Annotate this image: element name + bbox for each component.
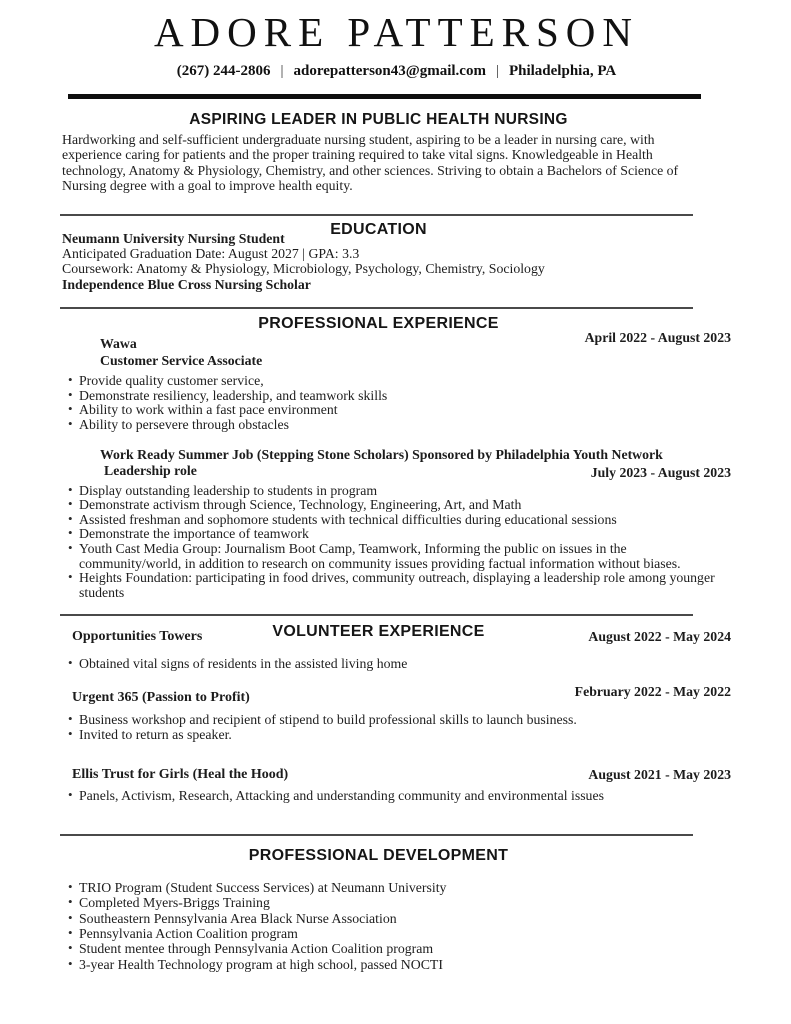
education-coursework: Coursework: Anatomy & Physiology, Microbiology, Psychology, Chemistry, Sociology — [62, 261, 545, 277]
volunteer-dates: August 2021 - May 2023 — [588, 767, 731, 783]
bullet-item: • Youth Cast Media Group: Journalism Boot Camp, Teamwork, Informing the public on issues in the community/world, in addition to research on community issues providing factual information without biases. — [62, 542, 731, 571]
contact-email: adorepatterson43@gmail.com — [293, 63, 486, 79]
bullet-item: • Business workshop and recipient of stipend to build professional skills to launch business. — [62, 713, 731, 728]
resume-header — [62, 8, 731, 99]
header-divider — [68, 94, 701, 99]
bullet-item: • Assisted freshman and sophomore students with technical difficulties during educational sessions — [62, 513, 731, 528]
contact-separator: | — [280, 63, 284, 79]
education-school: Neumann University Nursing Student — [62, 230, 285, 246]
bullet-item: • Student mentee through Pennsylvania Action Coalition program — [62, 941, 731, 956]
job-company: Work Ready Summer Job (Stepping Stone Scholars) Sponsored by Philadelphia Youth Network — [100, 446, 663, 462]
bullet-item: • Completed Myers-Briggs Training — [62, 895, 731, 910]
bullet-item: • Ability to work within a fast pace environment — [62, 403, 731, 418]
bullet-item: • Panels, Activism, Research, Attacking and understanding community and environmental issues — [62, 789, 731, 804]
bullet-item: • Invited to return as speaker. — [62, 728, 731, 743]
section-divider — [60, 214, 693, 216]
volunteer-heading-row — [62, 622, 731, 648]
education-graduation: Anticipated Graduation Date: August 2027 | GPA: 3.3 — [62, 246, 360, 262]
volunteer-dates: August 2022 - May 2024 — [588, 629, 731, 645]
experience-section — [62, 307, 731, 600]
experience-job-work-ready — [62, 447, 731, 601]
job-bullet-list — [62, 374, 731, 432]
education-details — [62, 231, 731, 293]
experience-job-wawa — [62, 330, 731, 433]
volunteer-entry-ellis-trust — [62, 766, 731, 804]
volunteer-dates: February 2022 - May 2022 — [574, 683, 731, 699]
development-heading-row — [62, 846, 695, 866]
job-role: Leadership role — [104, 463, 197, 479]
development-section — [62, 834, 731, 972]
section-divider — [60, 307, 693, 309]
experience-heading: PROFESSIONAL EXPERIENCE — [258, 315, 499, 333]
development-heading: PROFESSIONAL DEVELOPMENT — [248, 846, 509, 864]
volunteer-bullet-list — [62, 657, 731, 672]
volunteer-bullet-list — [62, 713, 731, 742]
education-section — [62, 214, 731, 293]
job-company: Wawa — [100, 336, 137, 352]
summary-paragraph: Hardworking and self-sufficient undergraduate nursing student, aspiring to be a leader in nursing care, with experience caring for patients and the proper training required to take vital signs. Knowledgeable in Health technology, Anatomy & Physiology, Chemistry, and other sciences. Striving to obtain a Bachelors of Science of Nursing degree with a goal to improve health equity. — [62, 132, 679, 194]
bullet-item: • Obtained vital signs of residents in the assisted living home — [62, 657, 731, 672]
contact-line — [62, 62, 731, 80]
volunteer-org: Opportunities Towers — [72, 629, 203, 645]
job-bullet-list — [62, 484, 731, 601]
job-dates: July 2023 - August 2023 — [590, 464, 731, 480]
bullet-item: • Display outstanding leadership to students in program — [62, 484, 731, 499]
volunteer-bullet-list — [62, 789, 731, 804]
section-divider — [60, 614, 693, 616]
contact-location: Philadelphia, PA — [508, 63, 617, 79]
education-heading: EDUCATION — [330, 220, 427, 238]
job-role: Customer Service Associate — [100, 352, 263, 368]
bullet-item: • Ability to persevere through obstacles — [62, 418, 731, 433]
bullet-item: • Heights Foundation: participating in food drives, community outreach, displaying a leadership role among younger students — [62, 571, 731, 600]
bullet-item: • Demonstrate activism through Science, Technology, Engineering, Art, and Math — [62, 498, 731, 513]
bullet-item: • Provide quality customer service, — [62, 374, 731, 389]
bullet-item: • Demonstrate resiliency, leadership, and teamwork skills — [62, 389, 731, 404]
volunteer-entry-urgent365 — [62, 683, 731, 742]
summary-headline: ASPIRING LEADER IN PUBLIC HEALTH NURSING — [189, 111, 568, 128]
job-dates: April 2022 - August 2023 — [584, 330, 731, 346]
section-divider — [60, 834, 693, 836]
education-honor: Independence Blue Cross Nursing Scholar — [62, 276, 311, 292]
bullet-item: • Southeastern Pennsylvania Area Black Nurse Association — [62, 911, 731, 926]
bullet-item: • Demonstrate the importance of teamwork — [62, 527, 731, 542]
volunteer-org: Ellis Trust for Girls (Heal the Hood) — [72, 767, 289, 783]
contact-separator: | — [495, 63, 499, 79]
bullet-item: • TRIO Program (Student Success Services) at Neumann University — [62, 880, 731, 895]
contact-phone: (267) 244-2806 — [176, 63, 271, 79]
bullet-item: • Pennsylvania Action Coalition program — [62, 926, 731, 941]
summary-section — [62, 111, 731, 194]
candidate-name: ADORE PATTERSON — [153, 9, 640, 55]
bullet-item: • 3-year Health Technology program at high school, passed NOCTI — [62, 957, 731, 972]
development-bullet-list — [62, 880, 731, 972]
volunteer-heading: VOLUNTEER EXPERIENCE — [272, 623, 485, 641]
volunteer-org: Urgent 365 (Passion to Profit) — [72, 689, 250, 705]
volunteer-section — [62, 614, 731, 803]
